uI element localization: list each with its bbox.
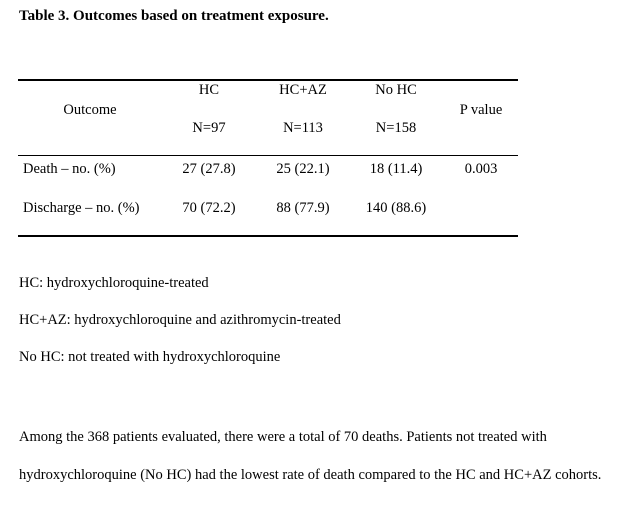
cell-discharge-hc: 70 (72.2) [182,200,236,216]
footnote-no-hc: No HC: not treated with hydroxychloroquine [19,349,281,365]
group-n-hc-az: N=113 [283,120,323,136]
cell-discharge-no-hc: 140 (88.6) [365,200,427,216]
cell-discharge-hc-az: 88 (77.9) [276,200,330,216]
table-bottom-rule [18,235,518,237]
group-header-hc: HC [198,82,220,98]
cell-death-hc-az: 25 (22.1) [276,161,330,177]
cell-death-hc: 27 (27.8) [182,161,236,177]
group-n-hc: N=97 [192,120,226,136]
group-header-hc-az: HC+AZ [279,82,327,98]
table-top-rule [18,79,518,81]
table-header-rule [18,155,518,156]
footnote-hc-az: HC+AZ: hydroxychloroquine and azithromycin-treated [19,312,341,328]
table-title: Table 3. Outcomes based on treatment exposure. [19,8,329,24]
body-paragraph: Among the 368 patients evaluated, there were a total of 70 deaths. Patients not treated with hydroxychloroquine (No HC) had the lowest rate of death compared to the HC and HC+AZ cohorts. [19,429,602,483]
footnote-hc: HC: hydroxychloroquine-treated [19,275,209,291]
pvalue-column-header: P value [459,102,503,118]
group-n-no-hc: N=158 [375,120,417,136]
row-label-discharge: Discharge – no. (%) [23,200,140,216]
outcome-column-header: Outcome [63,102,117,118]
cell-death-no-hc: 18 (11.4) [369,161,423,177]
cell-death-pvalue: 0.003 [464,161,498,177]
row-label-death: Death – no. (%) [23,161,116,177]
group-header-no-hc: No HC [375,82,417,98]
